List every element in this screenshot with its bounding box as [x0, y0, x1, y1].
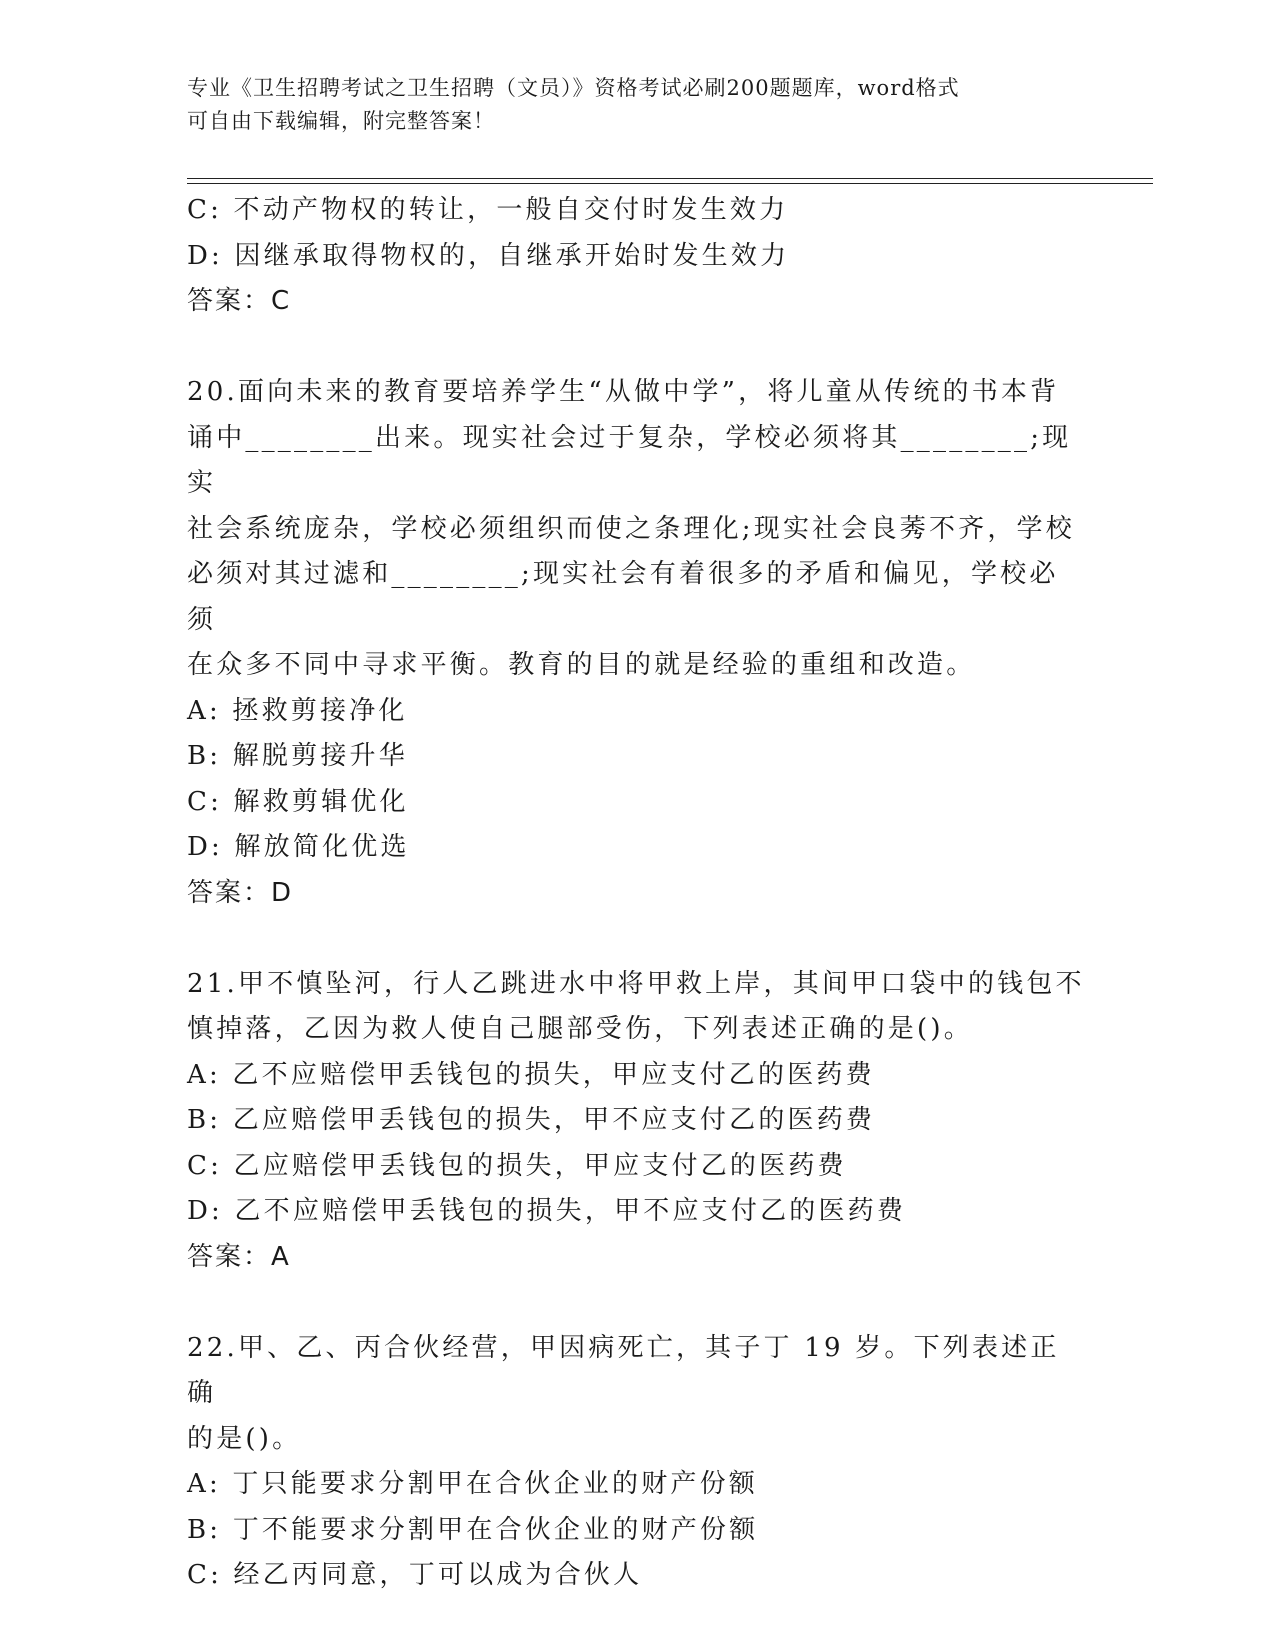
question-stem [187, 370, 1087, 689]
stem-line: 的是()。 [187, 1423, 302, 1454]
answer-line: 答案：C [187, 286, 292, 316]
question-stem [187, 962, 1087, 1053]
option-b: B: 乙应赔偿甲丢钱包的损失，甲不应支付乙的医药费 [187, 1105, 876, 1135]
stem-line: 22.甲、乙、丙合伙经营，甲因病死亡，其子丁 19 岁。下列表述正确 [187, 1332, 1060, 1408]
option-a: A: 乙不应赔偿甲丢钱包的损失，甲应支付乙的医药费 [187, 1059, 875, 1090]
spacer [187, 1280, 1087, 1326]
header-title-line-1: 专业《卫生招聘考试之卫生招聘（文员）》资格考试必刷200题题库，word格式 [187, 76, 960, 100]
option-a: A: 丁只能要求分割甲在合伙企业的财产份额 [187, 1469, 759, 1499]
option-a: A: 拯救剪接净化 [187, 695, 408, 726]
answer-line: 答案：A [187, 1241, 291, 1272]
stem-line: 20.面向未来的教育要培养学生“从做中学”，将儿童从传统的书本背 [187, 377, 1060, 407]
option-c: C: 解救剪辑优化 [187, 786, 409, 817]
document-header [187, 72, 1067, 138]
header-title-line-2: 可自由下载编辑，附完整答案！ [187, 109, 495, 133]
option-c: C: 不动产物权的转让，一般自交付时发生效力 [187, 195, 789, 225]
question-22 [187, 1326, 1087, 1599]
option-d: D: 乙不应赔偿甲丢钱包的损失，甲不应支付乙的医药费 [187, 1196, 907, 1226]
option-c: C: 经乙丙同意，丁可以成为合伙人 [187, 1560, 643, 1590]
stem-line: 诵中________出来。现实社会过于复杂，学校必须将其________;现实 [187, 422, 1072, 498]
spacer [187, 916, 1087, 962]
question-21 [187, 962, 1087, 1281]
option-c: C: 乙应赔偿甲丢钱包的损失，甲应支付乙的医药费 [187, 1150, 847, 1181]
stem-line: 在众多不同中寻求平衡。教育的目的就是经验的重组和改造。 [187, 650, 976, 680]
option-d: D: 解放简化优选 [187, 832, 410, 862]
option-b: B: 解脱剪接升华 [187, 741, 408, 771]
stem-line: 21.甲不慎坠河，行人乙跳进水中将甲救上岸，其间甲口袋中的钱包不 [187, 968, 1085, 999]
document-body [187, 188, 1087, 1599]
question-19-tail [187, 188, 1087, 325]
stem-line: 必须对其过滤和________;现实社会有着很多的矛盾和偏见，学校必须 [187, 559, 1059, 635]
question-20 [187, 370, 1087, 916]
spacer [187, 325, 1087, 371]
answer-line: 答案：D [187, 877, 294, 908]
question-stem [187, 1326, 1087, 1463]
option-b: B: 丁不能要求分割甲在合伙企业的财产份额 [187, 1514, 759, 1545]
option-d: D: 因继承取得物权的，自继承开始时发生效力 [187, 240, 790, 271]
stem-line: 慎掉落，乙因为救人使自己腿部受伤，下列表述正确的是()。 [187, 1014, 973, 1044]
stem-line: 社会系统庞杂，学校必须组织而使之条理化;现实社会良莠不齐，学校 [187, 513, 1075, 544]
header-divider [187, 178, 1153, 184]
